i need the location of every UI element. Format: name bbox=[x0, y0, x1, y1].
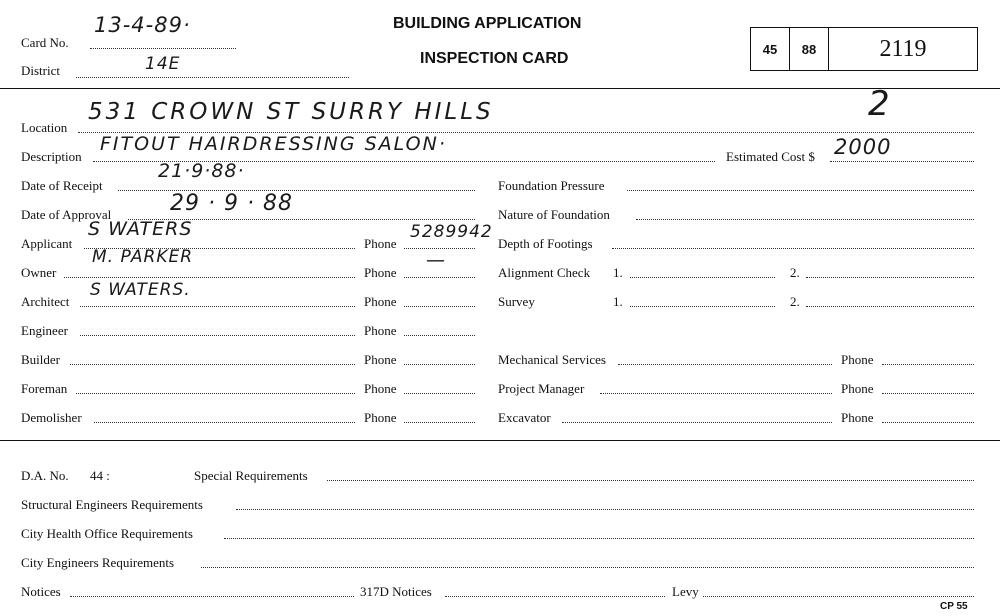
date-of-approval-value: 29 · 9 · 88 bbox=[170, 191, 293, 216]
project-manager-label: Project Manager bbox=[498, 381, 585, 396]
structural-engineers-line bbox=[236, 509, 974, 510]
demolisher-line bbox=[94, 422, 355, 423]
survey-line-2 bbox=[806, 306, 974, 307]
estimated-cost-label: Estimated Cost $ bbox=[726, 149, 815, 164]
applicant-phone-label: Phone bbox=[364, 236, 397, 251]
reference-boxes bbox=[750, 27, 978, 71]
date-of-receipt-value: 21·9·88· bbox=[158, 160, 245, 182]
levy-line bbox=[703, 596, 974, 597]
alignment-check-label: Alignment Check bbox=[498, 265, 591, 280]
architect-label: Architect bbox=[21, 294, 70, 309]
levy-label: Levy bbox=[672, 584, 699, 599]
date-of-approval-label: Date of Approval bbox=[21, 207, 112, 222]
excavator-phone-line bbox=[882, 422, 974, 423]
ref-box-2: 88 bbox=[790, 28, 829, 70]
special-requirements-label: Special Requirements bbox=[194, 468, 308, 483]
owner-label: Owner bbox=[21, 265, 57, 280]
card-title-line1: BUILDING APPLICATION bbox=[393, 15, 582, 32]
foreman-phone-label: Phone bbox=[364, 381, 397, 396]
card-no-line bbox=[90, 48, 236, 49]
city-health-label: City Health Office Requirements bbox=[21, 526, 193, 541]
district-label: District bbox=[21, 63, 60, 78]
structural-engineers-label: Structural Engineers Requirements bbox=[21, 497, 203, 512]
builder-line bbox=[70, 364, 355, 365]
excavator-phone-label: Phone bbox=[841, 410, 874, 425]
engineer-label: Engineer bbox=[21, 323, 68, 338]
date-of-receipt-label: Date of Receipt bbox=[21, 178, 103, 193]
survey-num-2: 2. bbox=[790, 294, 800, 309]
notices-label: Notices bbox=[21, 584, 61, 599]
owner-phone-label: Phone bbox=[364, 265, 397, 280]
estimated-cost-line bbox=[830, 161, 974, 162]
district-value: 14E bbox=[145, 54, 181, 74]
architect-phone-line bbox=[404, 306, 475, 307]
depth-of-footings-label: Depth of Footings bbox=[498, 236, 593, 251]
applicant-value: S WATERS bbox=[88, 218, 193, 240]
alignment-check-line-2 bbox=[806, 277, 974, 278]
foreman-label: Foreman bbox=[21, 381, 68, 396]
card-title-line2: INSPECTION CARD bbox=[420, 50, 569, 67]
city-engineers-line bbox=[201, 567, 974, 568]
demolisher-phone-line bbox=[404, 422, 475, 423]
engineer-phone-line bbox=[404, 335, 475, 336]
nature-of-foundation-line bbox=[636, 219, 974, 220]
alignment-check-line-1 bbox=[630, 277, 775, 278]
survey-line-1 bbox=[630, 306, 775, 307]
description-label: Description bbox=[21, 149, 82, 164]
special-requirements-line bbox=[327, 480, 974, 481]
engineer-phone-label: Phone bbox=[364, 323, 397, 338]
architect-phone-label: Phone bbox=[364, 294, 397, 309]
demolisher-label: Demolisher bbox=[21, 410, 82, 425]
foreman-phone-line bbox=[404, 393, 475, 394]
card-no-label: Card No. bbox=[21, 35, 69, 50]
estimated-cost-value: 2000 bbox=[834, 135, 892, 159]
notices-317d-line bbox=[445, 596, 665, 597]
project-manager-phone-line bbox=[882, 393, 974, 394]
da-no-label: D.A. No. bbox=[21, 468, 69, 483]
da-no-value: 44 : bbox=[90, 468, 110, 483]
owner-phone-value: — bbox=[426, 249, 446, 271]
owner-line bbox=[64, 277, 355, 278]
nature-of-foundation-label: Nature of Foundation bbox=[498, 207, 610, 222]
builder-phone-line bbox=[404, 364, 475, 365]
header-rule bbox=[0, 88, 1000, 89]
location-mark: 2 bbox=[868, 84, 891, 124]
card-no-value: 13-4-89· bbox=[94, 13, 191, 37]
architect-value: S WATERS. bbox=[90, 280, 191, 300]
architect-line bbox=[80, 306, 355, 307]
ref-box-3: 2119 bbox=[879, 35, 927, 62]
depth-of-footings-line bbox=[612, 248, 974, 249]
project-manager-phone-label: Phone bbox=[841, 381, 874, 396]
location-value: 531 CROWN ST SURRY HILLS bbox=[88, 99, 494, 125]
mechanical-services-line bbox=[618, 364, 832, 365]
notices-317d-label: 317D Notices bbox=[360, 584, 432, 599]
excavator-label: Excavator bbox=[498, 410, 551, 425]
mechanical-services-phone-line bbox=[882, 364, 974, 365]
foundation-pressure-line bbox=[627, 190, 974, 191]
builder-label: Builder bbox=[21, 352, 60, 367]
mechanical-services-phone-label: Phone bbox=[841, 352, 874, 367]
location-label: Location bbox=[21, 120, 68, 135]
owner-value: M. PARKER bbox=[92, 247, 194, 267]
owner-phone-line bbox=[404, 277, 475, 278]
mechanical-services-label: Mechanical Services bbox=[498, 352, 606, 367]
applicant-label: Applicant bbox=[21, 236, 73, 251]
applicant-phone-value: 5289942 bbox=[410, 222, 493, 242]
project-manager-line bbox=[600, 393, 832, 394]
survey-num-1: 1. bbox=[613, 294, 623, 309]
form-code: CP 55 bbox=[940, 601, 968, 612]
excavator-line bbox=[562, 422, 832, 423]
survey-label: Survey bbox=[498, 294, 535, 309]
ref-box-1: 45 bbox=[751, 28, 790, 70]
alignment-check-num-2: 2. bbox=[790, 265, 800, 280]
district-line bbox=[76, 77, 349, 78]
engineer-line bbox=[80, 335, 355, 336]
builder-phone-label: Phone bbox=[364, 352, 397, 367]
notices-line bbox=[70, 596, 354, 597]
demolisher-phone-label: Phone bbox=[364, 410, 397, 425]
alignment-check-num-1: 1. bbox=[613, 265, 623, 280]
city-health-line bbox=[224, 538, 974, 539]
middle-rule bbox=[0, 440, 1000, 441]
city-engineers-label: City Engineers Requirements bbox=[21, 555, 175, 570]
foreman-line bbox=[76, 393, 355, 394]
foundation-pressure-label: Foundation Pressure bbox=[498, 178, 605, 193]
description-value: FITOUT HAIRDRESSING SALON· bbox=[100, 133, 447, 155]
